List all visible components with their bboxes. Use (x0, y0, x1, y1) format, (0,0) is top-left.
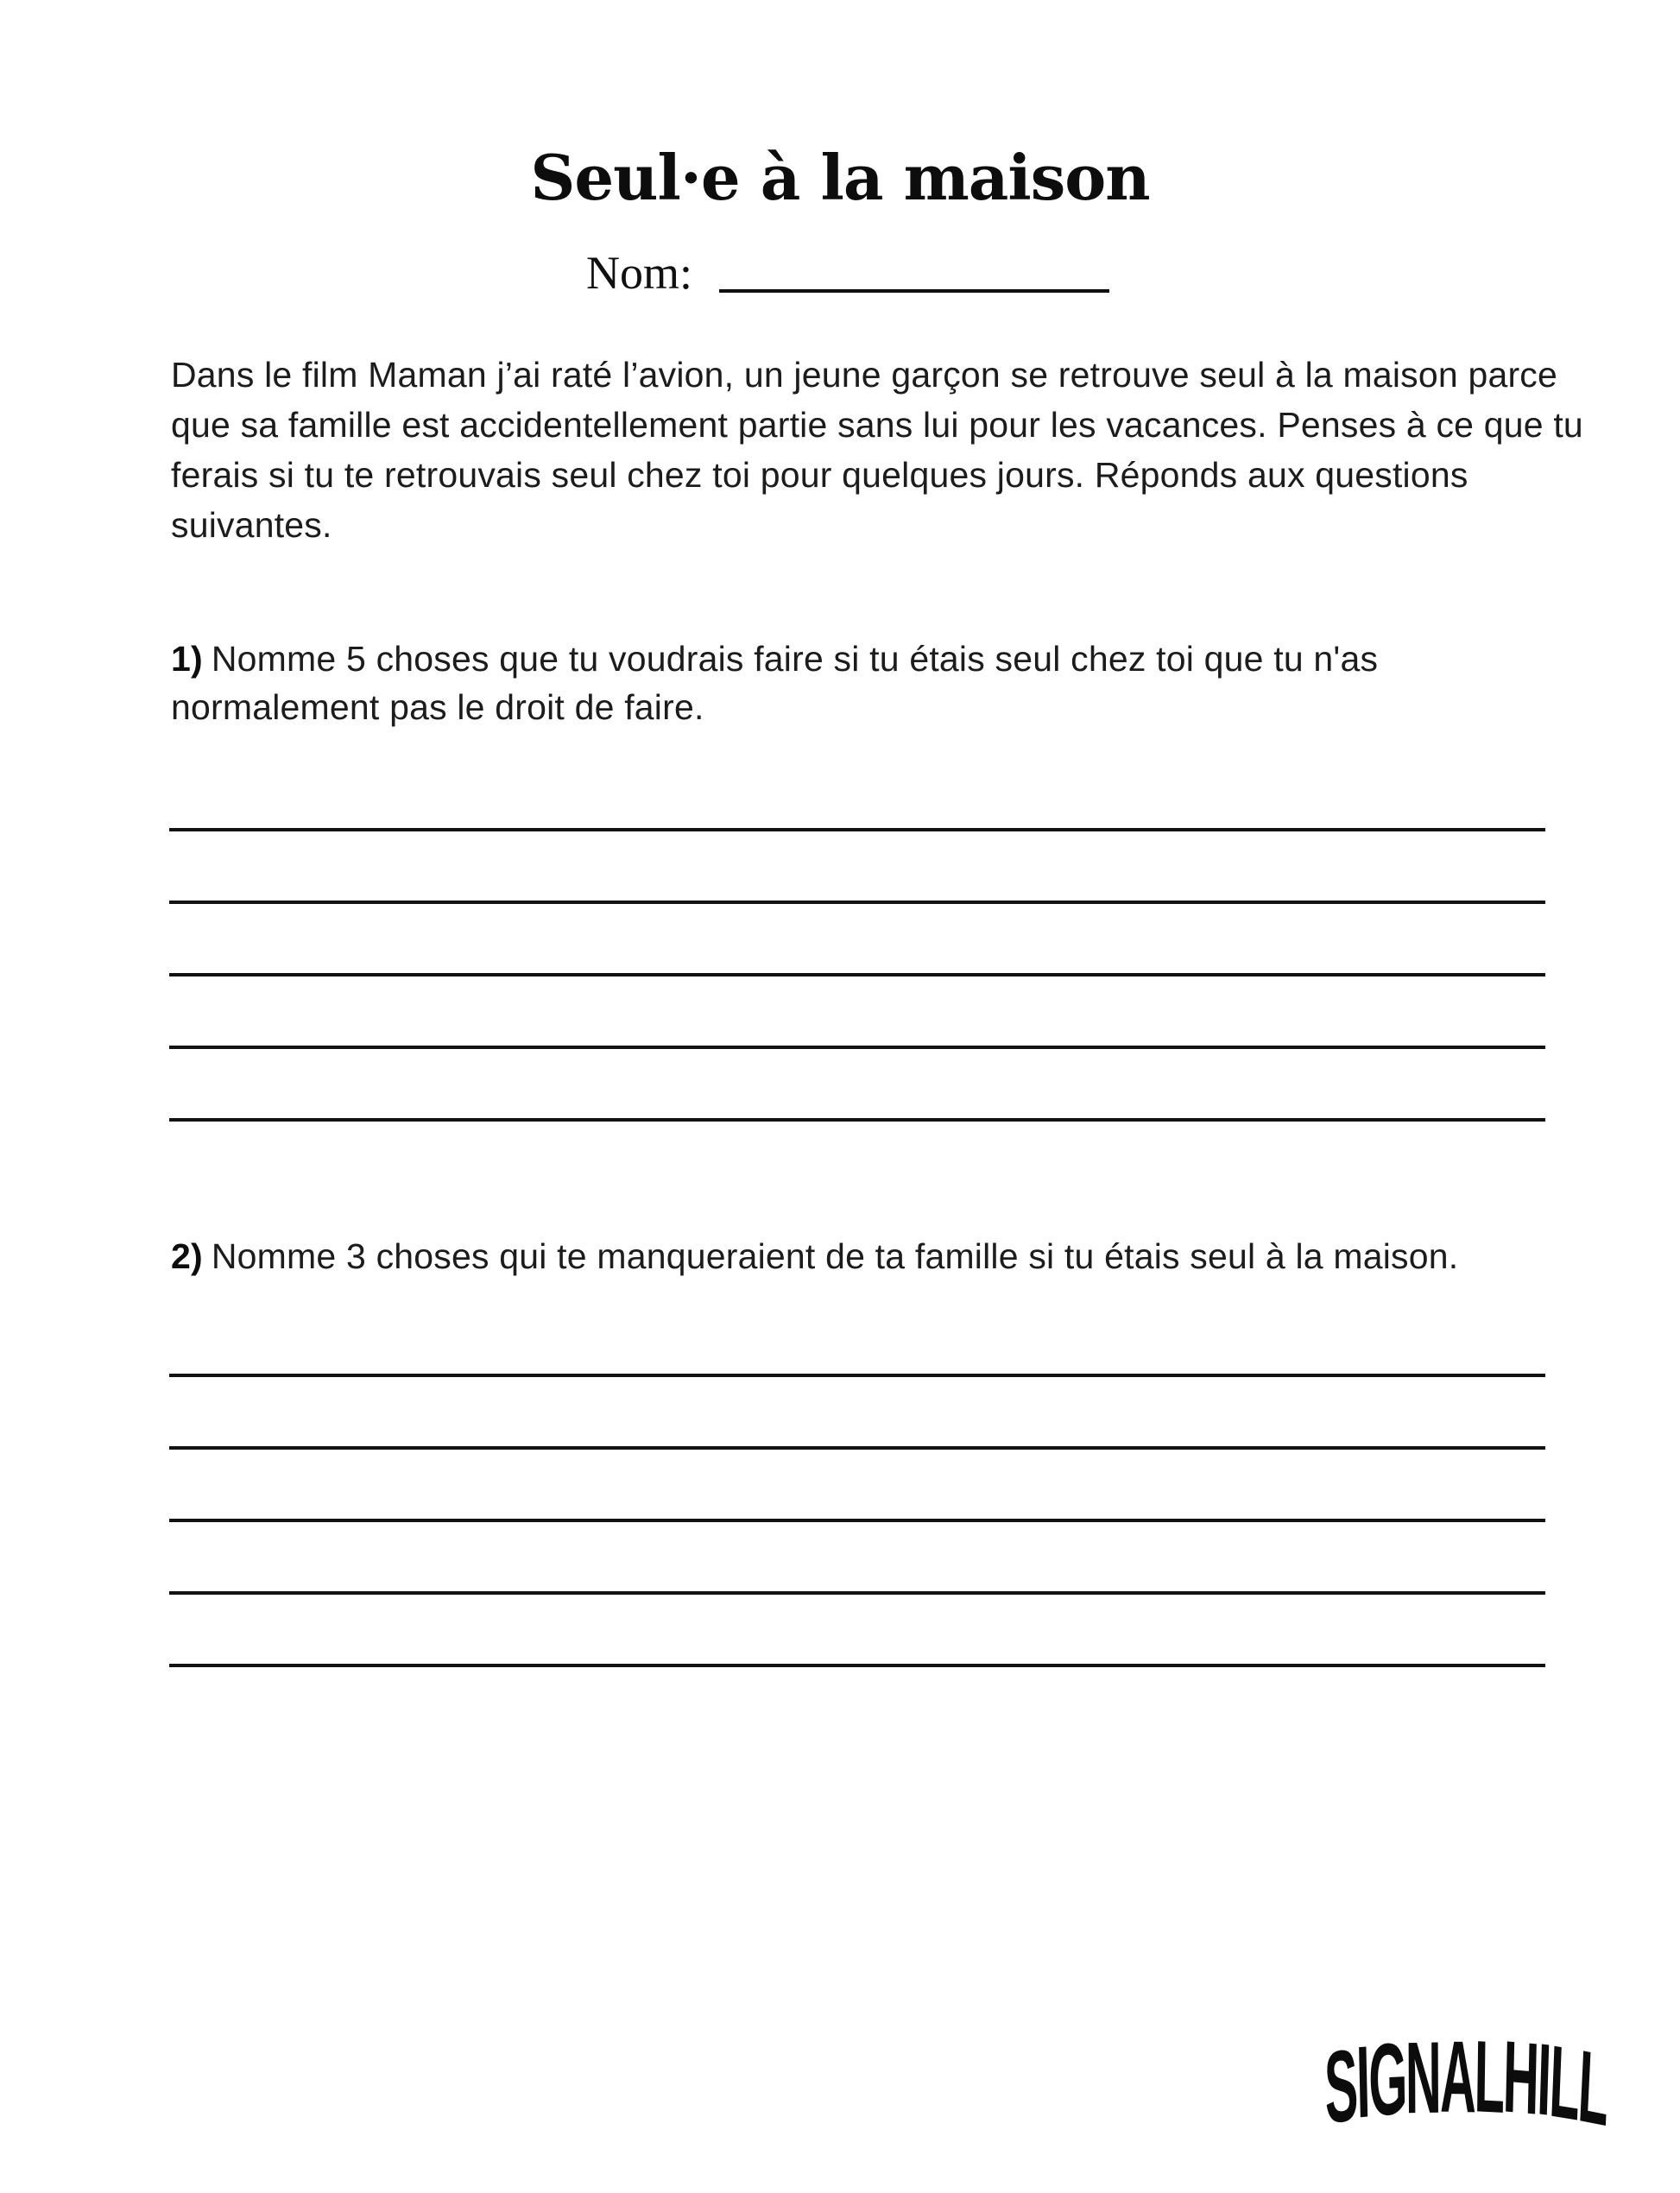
logo-letter: A (1439, 2019, 1475, 2135)
question-2-body: Nomme 3 choses qui te manqueraient de ta famille si tu étais seul à la maison. (211, 1236, 1459, 1276)
question-1-number: 1) (171, 639, 203, 679)
question-1-body: Nomme 5 choses que tu voudrais faire si tu étais seul chez toi que tu n'as normalement pas le droit de faire. (171, 639, 1379, 727)
logo-letter: N (1405, 2020, 1442, 2136)
signalhill-logo (1323, 2019, 1611, 2149)
logo-letter: I (1355, 2025, 1371, 2140)
question-1-answer-lines (169, 828, 1545, 1191)
logo-letter: I (1535, 2022, 1552, 2138)
answer-line (169, 901, 1545, 904)
answer-line (169, 1664, 1545, 1667)
answer-line (169, 828, 1545, 831)
answer-line (169, 1519, 1545, 1522)
answer-line (169, 973, 1545, 976)
intro-paragraph: Dans le film Maman j’ai raté l’avion, un jeune garçon se retrouve seul à la maison parce que sa famille est accidentellement partie sans lui pour les vacances. Penses à ce que tu ferais si tu te retrouvais seul chez toi pour quelques jours. Réponds aux questions suivantes. (171, 355, 1583, 545)
answer-line (169, 1046, 1545, 1049)
question-2-text (171, 1232, 1595, 1280)
question-2-answer-lines (169, 1374, 1545, 1736)
answer-line (169, 1374, 1545, 1377)
logo-letter: H (1501, 2019, 1540, 2137)
answer-line (169, 1446, 1545, 1450)
logo-letter: S (1323, 2027, 1359, 2146)
logo-letter: G (1367, 2021, 1407, 2139)
answer-line (169, 1118, 1545, 1122)
question-1-text (171, 635, 1595, 731)
logo-letter: L (1473, 2019, 1505, 2135)
name-label: Nom: (586, 247, 693, 299)
question-2-number: 2) (171, 1236, 203, 1276)
answer-line (169, 1591, 1545, 1595)
name-blank-line (719, 289, 1109, 293)
page-title: Seul·e à la maison (530, 141, 1150, 214)
logo-letter: L (1547, 2024, 1582, 2143)
logo-letter: L (1576, 2028, 1611, 2149)
